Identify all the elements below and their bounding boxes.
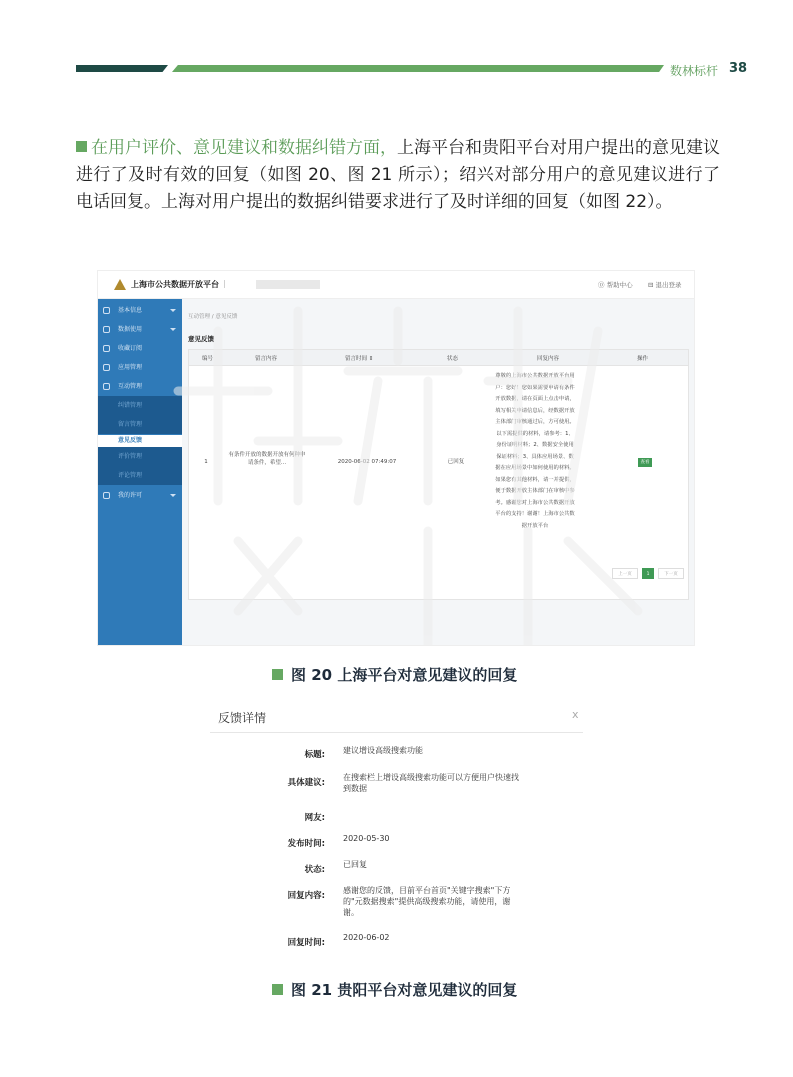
field-label-user: 网友: <box>304 813 325 823</box>
col-message: 留言内容 <box>255 356 278 362</box>
platform-logo-icon <box>114 279 126 290</box>
col-status: 状态 <box>447 356 459 362</box>
header-label: 数林标杆 <box>670 64 719 78</box>
chevron-down-icon <box>170 328 176 331</box>
field-value-status: 已回复 <box>343 860 367 869</box>
pager-current-page[interactable]: 1 <box>642 568 654 579</box>
sidebar-subitem-feedback[interactable]: 意见反馈 <box>98 435 182 447</box>
paragraph-lead: 在用户评价、意见建议和数据纠错方面， <box>91 138 397 158</box>
field-label-title: 标题: <box>304 750 325 760</box>
col-time[interactable]: 留言时间 ⇕ <box>345 356 374 362</box>
feedback-detail-dialog <box>210 702 583 958</box>
col-action: 操作 <box>637 356 649 362</box>
field-value-publish-time: 2020-05-30 <box>343 834 390 843</box>
caption-square-icon <box>272 669 283 680</box>
sidebar-item-app-manage[interactable]: 应用管理 <box>98 358 182 377</box>
sidebar-item-interaction[interactable]: 互动管理 <box>98 377 182 396</box>
col-reply: 回复内容 <box>537 356 560 362</box>
field-value-title: 建议增设高级搜索功能 <box>343 746 423 755</box>
table-header <box>189 350 688 366</box>
pager-prev-button[interactable]: 上一页 <box>612 568 638 579</box>
sidebar-subitem-comments[interactable]: 评论管理 <box>98 466 182 485</box>
field-value-reply: 感谢您的反馈，目前平台首页"关键字搜索"下方的"元数据搜索"提供高级搜索功能，请使用，谢谢。 <box>343 886 511 917</box>
sidebar-item-license[interactable]: 我的许可 <box>98 486 182 505</box>
row-reply: 尊敬的上海市公共数据开放平台用户：您好！您如果需要申请有条件开放数据，请在页面上点击申请，填写相关申请信息后，经数据开放主体部门审核通过后，方可使用。以下需提供的材料，请参考：1、身份证明材料；2、数据安全使用保证材料；3、具体应用场景、数据在应用场景中如何使用的材料。如果您有其他材料，请一并提供，便于数据开放主体部门在审核中参考。感谢您对上海市公共数据开放平台的支持！谢谢！上海市公共数据开放平台 <box>495 373 575 529</box>
sidebar-subitem-messages[interactable]: 留言管理 <box>98 415 182 434</box>
chevron-down-icon <box>170 494 176 497</box>
license-icon <box>103 492 110 499</box>
col-id: 编号 <box>202 356 214 362</box>
app-sidebar <box>98 299 182 646</box>
caption-square-icon <box>272 984 283 995</box>
view-button[interactable]: 查看 <box>638 458 652 467</box>
help-center-link[interactable]: ⓪ 帮助中心 <box>598 281 633 289</box>
row-status: 已回复 <box>447 459 465 465</box>
chevron-down-icon <box>170 309 176 312</box>
sidebar-item-favorites[interactable]: 收藏订阅 <box>98 339 182 358</box>
app-icon <box>103 364 110 371</box>
close-icon[interactable]: x <box>572 708 579 721</box>
app-topbar <box>98 271 695 299</box>
section-title: 意见反馈 <box>188 335 214 343</box>
field-label-reply-time: 回复时间: <box>287 938 325 948</box>
field-value-suggestion: 在搜索栏上增设高级搜索功能可以方便用户快速找到数据 <box>343 773 519 793</box>
app-title: 上海市公共数据开放平台 <box>131 280 219 289</box>
feedback-table <box>188 349 689 600</box>
app-main <box>182 299 695 646</box>
row-message: 有条件开放的数据开放有何种申请条件，希望... <box>228 452 306 466</box>
field-value-reply-time: 2020-06-02 <box>343 933 390 942</box>
user-icon <box>103 307 110 314</box>
topbar-separator: | <box>223 279 226 288</box>
star-icon <box>103 345 110 352</box>
dialog-divider <box>210 732 583 733</box>
field-label-reply: 回复内容: <box>287 891 325 901</box>
bullet-square-icon <box>76 141 87 152</box>
page-number: 38 <box>729 61 748 76</box>
figure-21-caption: 图 21 贵阳平台对意见建议的回复 <box>272 979 517 1000</box>
exchange-icon <box>103 383 110 390</box>
paragraph-text: 上海平台和贵阳平台对用户提出的意见建议进行了及时有效的回复（如图 20、图 21 所示）；绍兴对部分用户的意见建议进行了电话回复。上海对用户提出的数据纠错要求进行了及时详细的回复（如图 22）。 <box>76 138 720 212</box>
sidebar-item-data-use[interactable]: 数据使用 <box>98 320 182 339</box>
sidebar-subitem-correction[interactable]: 纠错管理 <box>98 396 182 415</box>
header-bar-green <box>172 65 664 72</box>
field-label-publish-time: 发布时间: <box>287 839 325 849</box>
pager-next-button[interactable]: 下一页 <box>658 568 684 579</box>
database-icon <box>103 326 110 333</box>
row-time: 2020-06-02 07:49:07 <box>337 459 397 465</box>
field-label-suggestion: 具体建议: <box>287 778 325 788</box>
row-id: 1 <box>204 459 208 465</box>
breadcrumb: 互动管理 / 意见反馈 <box>188 314 238 320</box>
field-label-status: 状态: <box>304 865 325 875</box>
sidebar-item-basic-info[interactable]: 基本信息 <box>98 301 182 320</box>
header-bar-dark <box>76 65 168 72</box>
blurred-username <box>256 280 320 289</box>
figure-20-caption: 图 20 上海平台对意见建议的回复 <box>272 664 517 685</box>
dialog-title: 反馈详情 <box>218 711 267 725</box>
sidebar-subitem-rating[interactable]: 评价管理 <box>98 447 182 466</box>
logout-link[interactable]: ⊟ 退出登录 <box>648 281 682 289</box>
body-paragraph <box>76 135 720 216</box>
figure-20-screenshot <box>97 270 695 646</box>
